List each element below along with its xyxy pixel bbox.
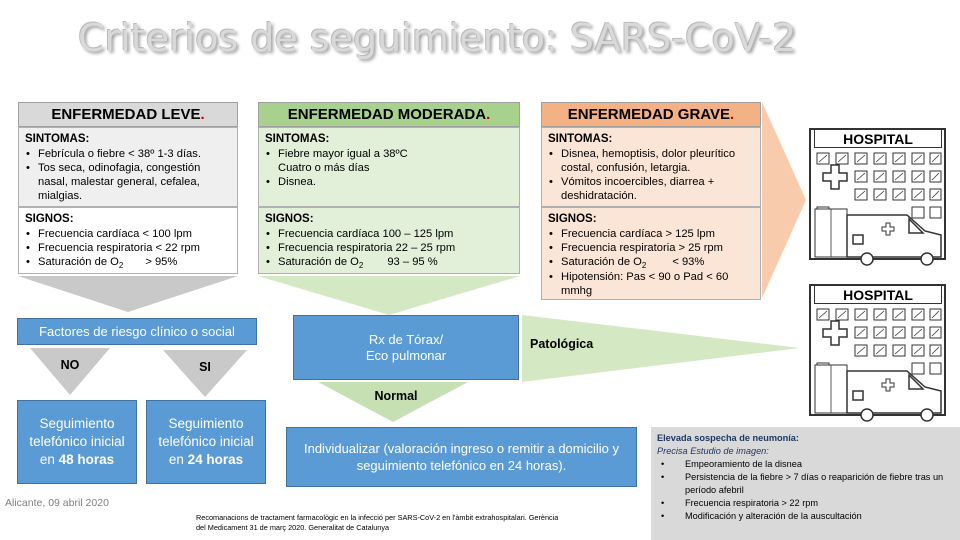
hospital-building-icon — [809, 127, 947, 267]
grave-header: ENFERMEDAD GRAVE . — [541, 102, 761, 127]
seguimiento-24h-hours: 24 horas — [187, 452, 244, 467]
hospital-icon — [809, 127, 947, 267]
rx-torax-line2: Eco pulmonar — [365, 347, 447, 363]
leve-saturacion: • Saturación de $O_2 > 95\%$ — [25, 255, 231, 270]
leve-sintoma-item: • Tos seca, odinofagia, congestión nasal, malestar general, cefalea, mialgias. — [25, 161, 231, 203]
leve-sintomas-label: SINTOMAS: — [25, 133, 90, 145]
hospital-icon — [809, 283, 947, 423]
grave-sintoma-item: • Disnea, hemoptisis, dolor pleurítico costal, confusión, letargia. — [548, 147, 754, 175]
moderada-fiebre: • Fiebre mayor igual a 38ºC Cuatro o más días — [265, 147, 513, 175]
seguimiento-48h-hours: 48 horas — [58, 452, 115, 467]
note-item: • Frecuencia respiratoria > 22 rpm — [657, 497, 954, 510]
moderada-signos-panel — [258, 207, 520, 274]
leve-signos-panel — [18, 207, 238, 274]
grave-signo-item: • Frecuencia cardíaca > 125 lpm — [548, 227, 754, 241]
leve-sintomas-panel — [18, 127, 238, 207]
note-title: Elevada sospecha de neumonía: — [657, 433, 799, 443]
reference-text: Recomanacions de tractament farmacològic en la infecció per SARS-CoV-2 en l'àmbit extrahospitalari. Gerència del Medicament 31 de març 2020. Generalitat de Catalunya — [196, 513, 559, 532]
grave-signos-panel — [541, 207, 761, 300]
moderada-signos-label: SIGNOS: — [265, 213, 314, 225]
rx-torax-box — [293, 315, 519, 380]
leve-down-arrow — [18, 276, 238, 312]
hospital-label: HOSPITAL — [843, 130, 913, 147]
note-subtitle: Precisa Estudio de imagen: — [657, 446, 769, 456]
leve-signos-label: SIGNOS: — [25, 213, 74, 225]
seguimiento-24h-box: Seguimiento telefónico inicial en 24 horas — [146, 400, 266, 484]
grave-right-arrow — [762, 102, 806, 298]
note-item: • Persistencia de la fiebre > 7 días o reaparición de fiebre tras un período afebril — [657, 471, 954, 497]
factores-riesgo-box — [17, 318, 257, 345]
rx-torax-line1: Rx de Tórax/ — [368, 331, 444, 347]
leve-title: ENFERMEDAD LEVE — [51, 106, 201, 123]
grave-signos-label: SIGNOS: — [548, 213, 597, 225]
seguimiento-24h-text: Seguimiento telefónico inicial — [158, 416, 254, 449]
si-label: SI — [199, 360, 211, 374]
hospital-sign — [814, 285, 942, 304]
hospital-label: HOSPITAL — [843, 286, 913, 303]
moderada-disnea: • Disnea. — [265, 175, 513, 189]
note-item: • Empeoramiento de la disnea — [657, 458, 954, 471]
leve-signo-item: • Frecuencia cardíaca < 100 lpm — [25, 227, 231, 241]
moderada-signo-item: • Frecuencia respiratoria 22 – 25 rpm — [265, 241, 513, 255]
hospital-sign — [814, 129, 942, 148]
factores-riesgo-label: Factores de riesgo clínico o social — [39, 324, 235, 339]
leve-sintoma-item: • Febrícula o fiebre < 38º 1-3 días. — [25, 147, 231, 161]
grave-title: ENFERMEDAD GRAVE — [567, 106, 731, 123]
slide-title: Criterios de seguimiento: SARS-CoV-2 — [78, 16, 797, 60]
date-label: Alicante, 09 abril 2020 — [5, 497, 109, 509]
moderada-header: ENFERMEDAD MODERADA . — [258, 102, 520, 127]
neumonia-note — [651, 427, 960, 540]
seguimiento-48h-text: Seguimiento telefónico inicial — [29, 416, 125, 449]
grave-sintomas-panel — [541, 127, 761, 207]
grave-signo-item: • Frecuencia respiratoria > 25 rpm — [548, 241, 754, 255]
individualizar-box — [286, 427, 637, 487]
leve-signo-item: • Frecuencia respiratoria < 22 rpm — [25, 241, 231, 255]
normal-label: Normal — [374, 389, 418, 403]
moderada-signo-item: • Frecuencia cardíaca 100 – 125 lpm — [265, 227, 513, 241]
grave-saturacion: • Saturación de $O_2 < 93\%$ — [548, 255, 754, 270]
no-label: NO — [60, 358, 80, 372]
grave-sintoma-item: • Vómitos incoercibles, diarrea + deshidratación. — [548, 175, 754, 203]
moderada-title: ENFERMEDAD MODERADA — [287, 106, 487, 123]
note-item: • Modificación y alteración de la auscultación — [657, 510, 954, 523]
hospital-building-icon — [809, 283, 947, 423]
grave-sintomas-label: SINTOMAS: — [548, 133, 613, 145]
leve-header: ENFERMEDAD LEVE . — [18, 102, 238, 127]
patologica-label: Patológica — [530, 337, 594, 351]
seguimiento-48h-box: Seguimiento telefónico inicial en 48 horas — [17, 400, 137, 484]
moderada-down-arrow — [258, 276, 520, 315]
grave-hipotension: • Hipotensión: Pas < 90 o Pad < 60 mmhg — [548, 270, 754, 298]
moderada-saturacion: • Saturación de $O_2$ 93 – 95 % — [265, 255, 513, 270]
moderada-sintomas-panel — [258, 127, 520, 207]
individualizar-text: Individualizar (valoración ingreso o remitir a domicilio y seguimiento telefónico en 24 horas). — [303, 441, 619, 473]
moderada-sintomas-label: SINTOMAS: — [265, 133, 330, 145]
